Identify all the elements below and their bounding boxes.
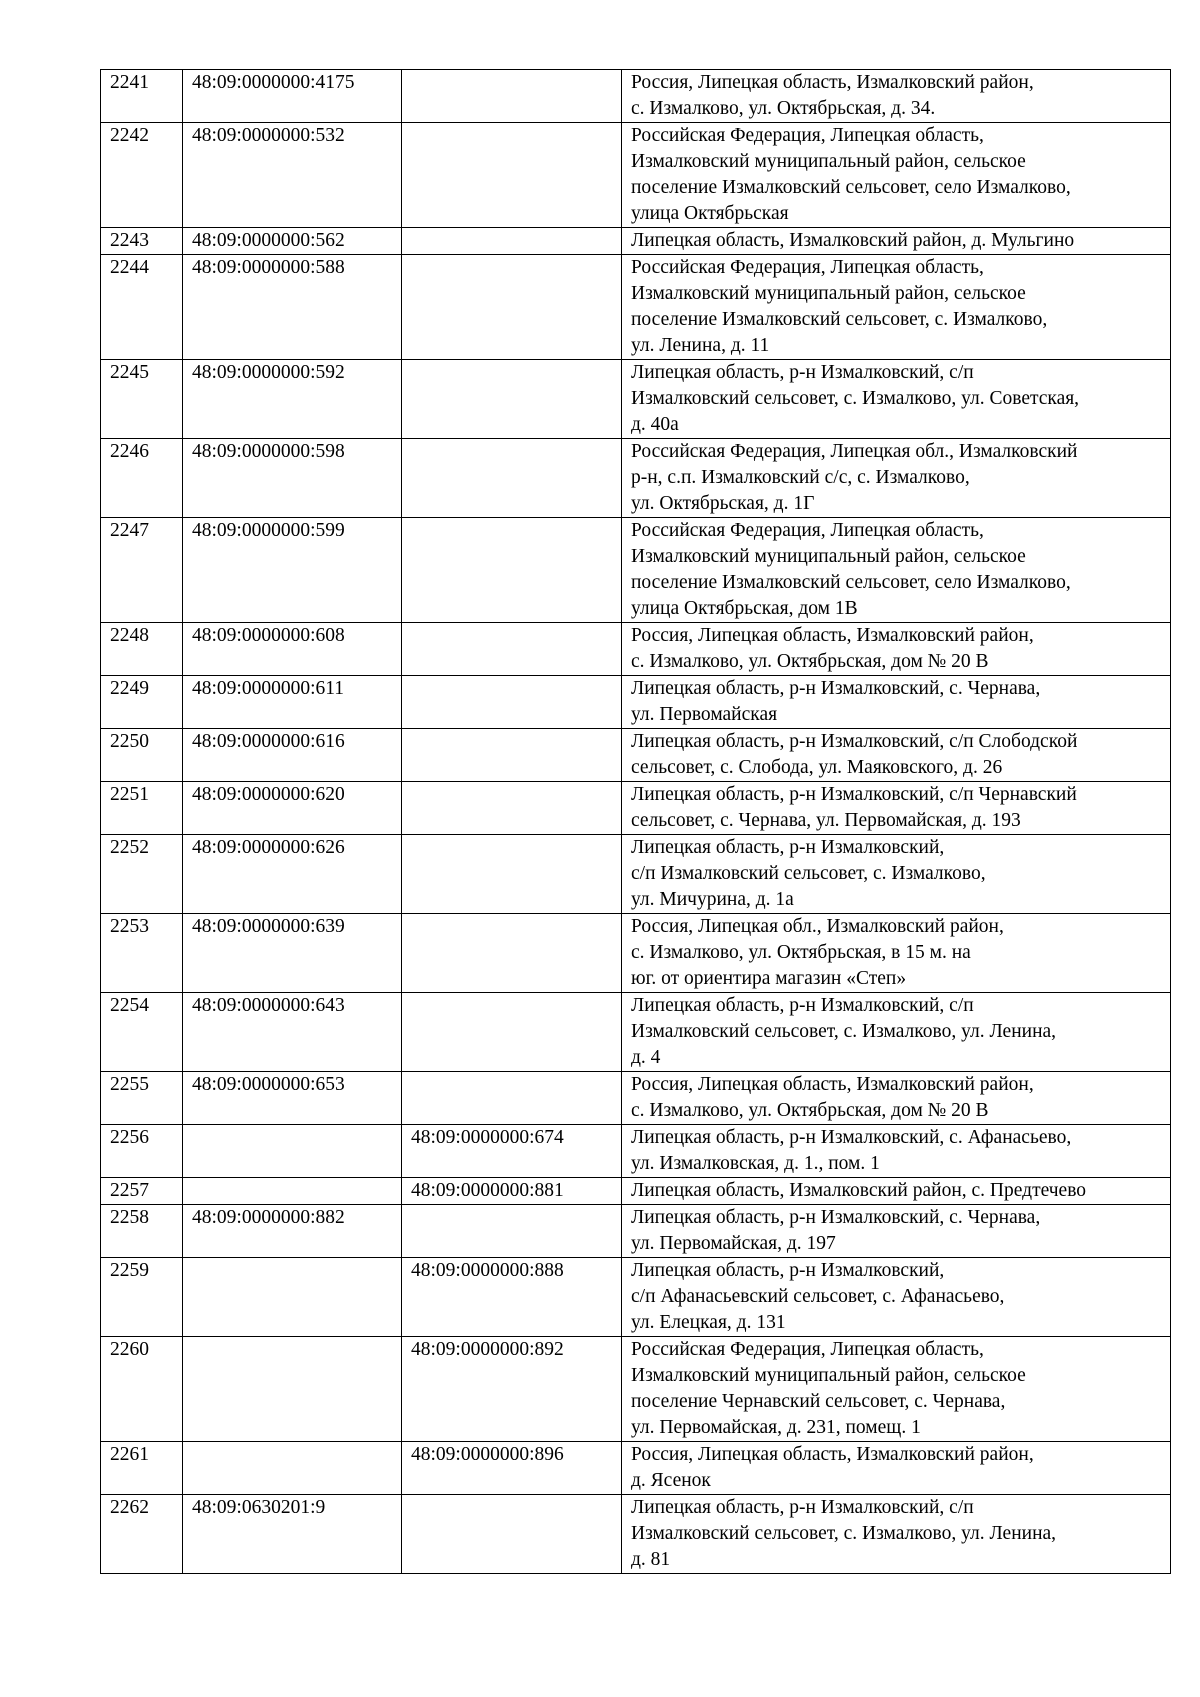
cadastral-number-secondary [402,70,622,123]
table-row [101,729,1171,782]
row-number: 2255 [101,1072,183,1125]
cadastral-number-secondary [402,835,622,914]
cadastral-number-secondary [402,518,622,623]
address: Российская Федерация, Липецкая область, Измалковский муниципальный район, сельское поселение Измалковский сельсовет, село Измалково, улица Октябрьская, дом 1В [622,518,1171,623]
table-row [101,70,1171,123]
row-number: 2258 [101,1205,183,1258]
cadastral-number-secondary [402,914,622,993]
table-row [101,439,1171,518]
cadastral-number-secondary: 48:09:0000000:892 [402,1337,622,1442]
cadastral-number-primary: 48:09:0000000:532 [183,123,402,228]
table-row [101,993,1171,1072]
cadastral-number-primary: 48:09:0000000:598 [183,439,402,518]
address: Липецкая область, р-н Измалковский, с/п Измалковский сельсовет, с. Измалково, ул. Мичурина, д. 1а [622,835,1171,914]
row-number: 2254 [101,993,183,1072]
row-number: 2253 [101,914,183,993]
cadastral-number-primary [183,1337,402,1442]
address: Российская Федерация, Липецкая область, Измалковский муниципальный район, сельское поселение Чернавский сельсовет, с. Чернава, ул. Первомайская, д. 231, помещ. 1 [622,1337,1171,1442]
address: Липецкая область, Измалковский район, с. Предтечево [622,1178,1171,1205]
row-number: 2261 [101,1442,183,1495]
registry-table-body [101,70,1171,1574]
cadastral-number-secondary [402,782,622,835]
cadastral-number-secondary [402,228,622,255]
table-row [101,1072,1171,1125]
cadastral-number-primary: 48:09:0000000:616 [183,729,402,782]
table-row [101,835,1171,914]
address: Россия, Липецкая область, Измалковский район, с. Измалково, ул. Октябрьская, д. 34. [622,70,1171,123]
cadastral-number-primary: 48:09:0630201:9 [183,1495,402,1574]
cadastral-number-secondary [402,676,622,729]
address: Липецкая область, Измалковский район, д. Мульгино [622,228,1171,255]
table-row [101,623,1171,676]
cadastral-number-primary: 48:09:0000000:599 [183,518,402,623]
cadastral-number-primary: 48:09:0000000:882 [183,1205,402,1258]
row-number: 2259 [101,1258,183,1337]
row-number: 2245 [101,360,183,439]
row-number: 2241 [101,70,183,123]
row-number: 2247 [101,518,183,623]
cadastral-number-secondary [402,729,622,782]
row-number: 2246 [101,439,183,518]
table-row [101,914,1171,993]
row-number: 2262 [101,1495,183,1574]
cadastral-number-primary: 48:09:0000000:4175 [183,70,402,123]
table-row [101,1442,1171,1495]
cadastral-number-secondary [402,623,622,676]
address: Липецкая область, р-н Измалковский, с/п Измалковский сельсовет, с. Измалково, ул. Советская, д. 40а [622,360,1171,439]
address: Липецкая область, р-н Измалковский, с. Афанасьево, ул. Измалковская, д. 1., пом. 1 [622,1125,1171,1178]
cadastral-number-secondary [402,1072,622,1125]
table-row [101,1495,1171,1574]
table-row [101,1178,1171,1205]
registry-table [100,69,1171,1574]
row-number: 2249 [101,676,183,729]
address: Россия, Липецкая обл., Измалковский район, с. Измалково, ул. Октябрьская, в 15 м. на юг. от ориентира магазин «Степ» [622,914,1171,993]
cadastral-number-primary: 48:09:0000000:653 [183,1072,402,1125]
address: Липецкая область, р-н Измалковский, с/п Слободской сельсовет, с. Слобода, ул. Маяковского, д. 26 [622,729,1171,782]
row-number: 2257 [101,1178,183,1205]
table-row [101,1337,1171,1442]
table-row [101,123,1171,228]
address: Российская Федерация, Липецкая обл., Измалковский р-н, с.п. Измалковский с/с, с. Измалково, ул. Октябрьская, д. 1Г [622,439,1171,518]
cadastral-number-primary [183,1442,402,1495]
cadastral-number-primary: 48:09:0000000:639 [183,914,402,993]
cadastral-number-primary: 48:09:0000000:620 [183,782,402,835]
cadastral-number-primary: 48:09:0000000:588 [183,255,402,360]
address: Липецкая область, р-н Измалковский, с. Чернава, ул. Первомайская [622,676,1171,729]
address: Российская Федерация, Липецкая область, Измалковский муниципальный район, сельское поселение Измалковский сельсовет, село Измалково, улица Октябрьская [622,123,1171,228]
cadastral-number-secondary [402,360,622,439]
cadastral-number-primary: 48:09:0000000:562 [183,228,402,255]
cadastral-number-secondary [402,1205,622,1258]
cadastral-number-primary: 48:09:0000000:626 [183,835,402,914]
address: Российская Федерация, Липецкая область, Измалковский муниципальный район, сельское поселение Измалковский сельсовет, с. Измалково, ул. Ленина, д. 11 [622,255,1171,360]
cadastral-number-primary: 48:09:0000000:643 [183,993,402,1072]
address: Липецкая область, р-н Измалковский, с/п Измалковский сельсовет, с. Измалково, ул. Ленина, д. 4 [622,993,1171,1072]
address: Липецкая область, р-н Измалковский, с. Чернава, ул. Первомайская, д. 197 [622,1205,1171,1258]
cadastral-number-secondary [402,439,622,518]
address: Россия, Липецкая область, Измалковский район, с. Измалково, ул. Октябрьская, дом № 20 В [622,623,1171,676]
row-number: 2244 [101,255,183,360]
cadastral-number-secondary [402,123,622,228]
table-row [101,360,1171,439]
address: Россия, Липецкая область, Измалковский район, с. Измалково, ул. Октябрьская, дом № 20 В [622,1072,1171,1125]
cadastral-number-primary: 48:09:0000000:611 [183,676,402,729]
cadastral-number-secondary [402,1495,622,1574]
row-number: 2252 [101,835,183,914]
row-number: 2251 [101,782,183,835]
cadastral-number-secondary: 48:09:0000000:896 [402,1442,622,1495]
cadastral-number-primary: 48:09:0000000:592 [183,360,402,439]
row-number: 2242 [101,123,183,228]
table-row [101,1205,1171,1258]
row-number: 2256 [101,1125,183,1178]
address: Липецкая область, р-н Измалковский, с/п Измалковский сельсовет, с. Измалково, ул. Ленина, д. 81 [622,1495,1171,1574]
table-row [101,676,1171,729]
table-row [101,518,1171,623]
cadastral-number-secondary [402,993,622,1072]
cadastral-number-primary [183,1125,402,1178]
row-number: 2250 [101,729,183,782]
table-row [101,782,1171,835]
address: Липецкая область, р-н Измалковский, с/п Чернавский сельсовет, с. Чернава, ул. Первомайская, д. 193 [622,782,1171,835]
cadastral-number-secondary: 48:09:0000000:881 [402,1178,622,1205]
table-row [101,255,1171,360]
row-number: 2260 [101,1337,183,1442]
table-row [101,1125,1171,1178]
table-row [101,1258,1171,1337]
row-number: 2248 [101,623,183,676]
address: Липецкая область, р-н Измалковский, с/п Афанасьевский сельсовет, с. Афанасьево, ул. Елецкая, д. 131 [622,1258,1171,1337]
cadastral-number-primary: 48:09:0000000:608 [183,623,402,676]
address: Россия, Липецкая область, Измалковский район, д. Ясенок [622,1442,1171,1495]
cadastral-number-primary [183,1258,402,1337]
cadastral-number-primary [183,1178,402,1205]
row-number: 2243 [101,228,183,255]
cadastral-number-secondary: 48:09:0000000:674 [402,1125,622,1178]
table-row [101,228,1171,255]
cadastral-number-secondary [402,255,622,360]
cadastral-number-secondary: 48:09:0000000:888 [402,1258,622,1337]
